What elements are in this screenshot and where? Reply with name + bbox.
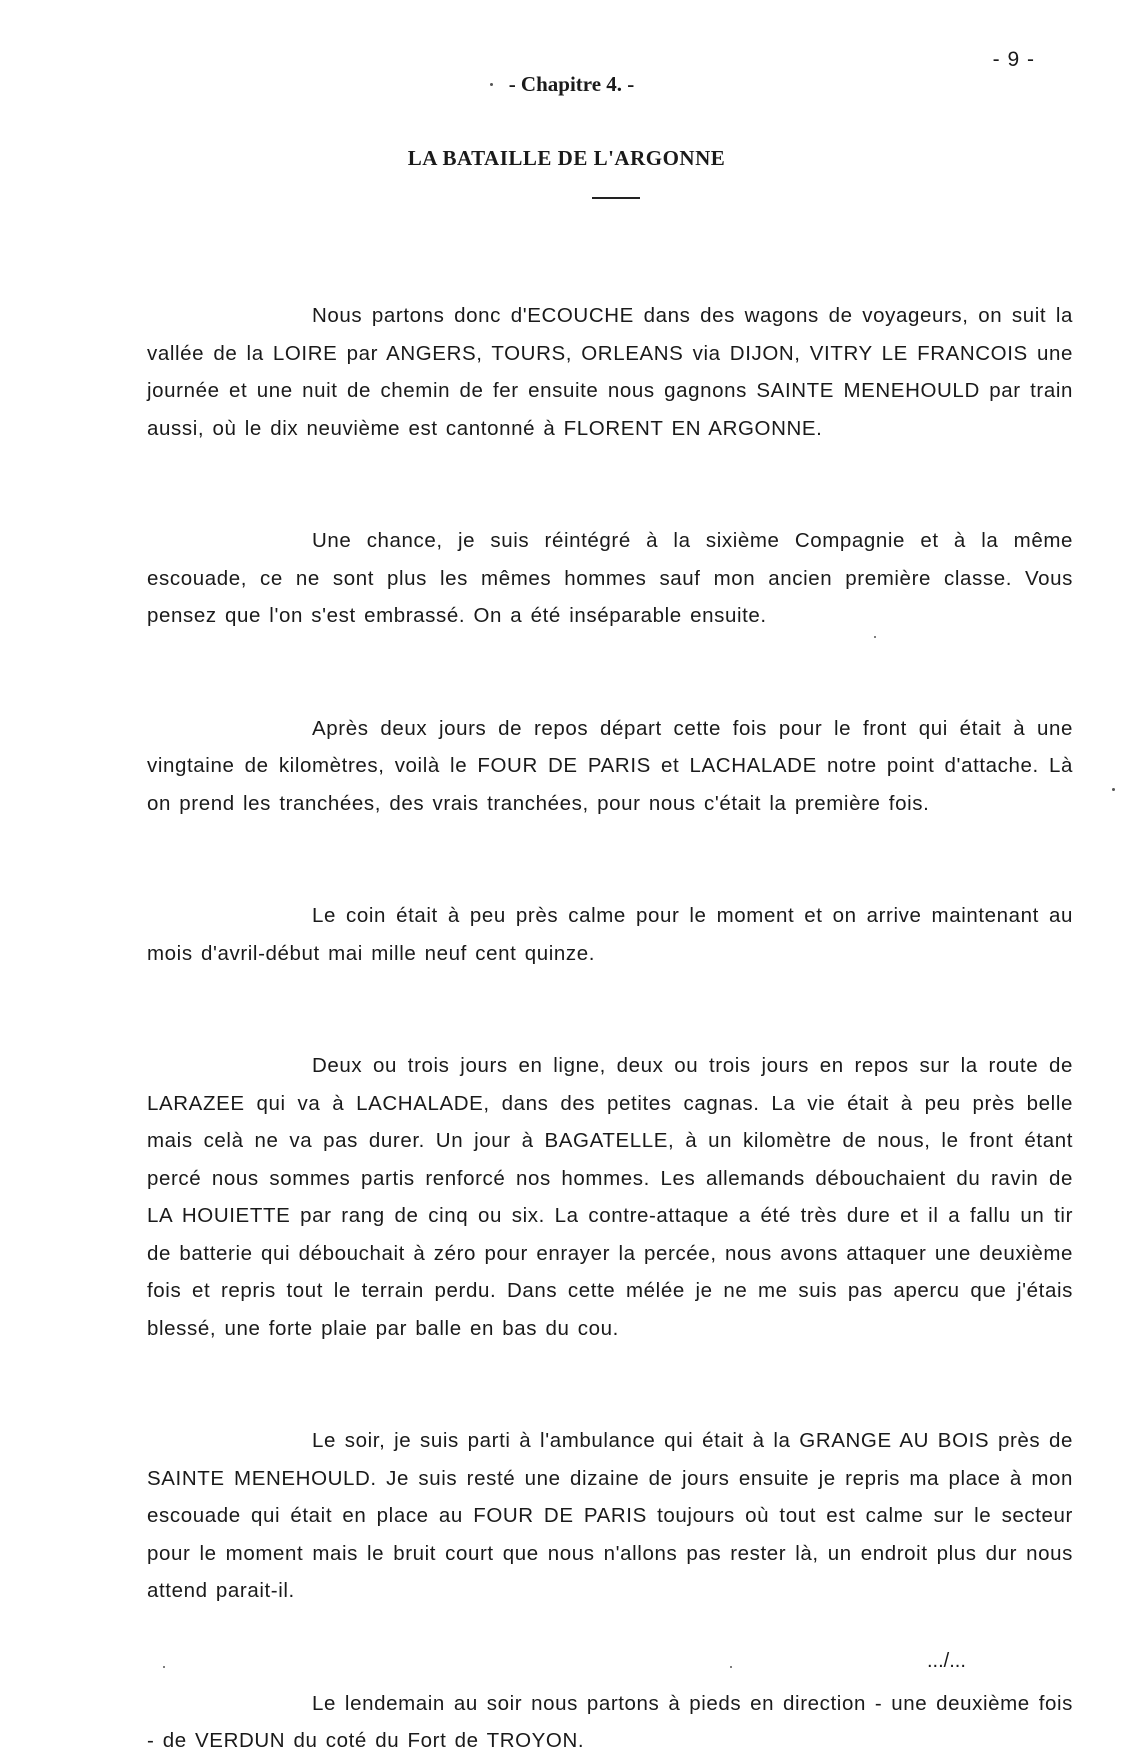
page-number: - 9 - [992, 48, 1035, 71]
paragraph: Le coin était à peu près calme pour le moment et on arrive maintenant au mois d'avril-début mai mille neuf cent quinze. [147, 904, 1073, 965]
scan-speck [874, 636, 876, 638]
paragraph: Nous partons donc d'ECOUCHE dans des wagons de voyageurs, on suit la vallée de la LOIRE par ANGERS, TOURS, ORLEANS via DIJON, VITRY LE FRANCOIS une journée et une nuit de chemin de fer ensuite nous gagnons SAINTE MENEHOULD par train aussi, où le dix neuvième est cantonné à FLORENT EN ARGONNE. [147, 304, 1073, 440]
chapter-heading: - Chapitre 4. - [508, 72, 635, 96]
paragraph: Une chance, je suis réintégré à la sixième Compagnie et à la même escouade, ce ne sont plus les mêmes hommes sauf mon ancien première classe. Vous pensez que l'on s'est embrassé. On a été inséparable ensuite. [147, 529, 1073, 627]
paragraph: Le lendemain au soir nous partons à pieds en direction - une deuxième fois - de VERDUN du coté du Fort de TROYON. [147, 1691, 1073, 1752]
scan-speck [163, 1666, 165, 1668]
scan-speck [1112, 788, 1115, 791]
chapter-title: LA BATAILLE DE L'ARGONNE [407, 146, 726, 170]
continuation-mark: .../... [927, 1650, 966, 1672]
body-text [147, 297, 1073, 1760]
paragraph: Le soir, je suis parti à l'ambulance qui était à la GRANGE AU BOIS près de SAINTE MENEHOULD. Je suis resté une dizaine de jours ensuite je repris ma place à mon escouade qui était en place au FOUR DE PARIS toujours où tout est calme sur le secteur pour le moment mais le bruit court que nous n'allons pas rester là, un endroit plus dur nous attend parait-il. [147, 1429, 1073, 1602]
scan-speck [490, 83, 493, 86]
scan-speck [730, 1666, 732, 1668]
paragraph: Deux ou trois jours en ligne, deux ou trois jours en repos sur la route de LARAZEE qui va à LACHALADE, dans des petites cagnas. La vie était à peu près belle mais celà ne va pas durer. Un jour à BAGATELLE, à un kilomètre de nous, le front étant percé nous sommes partis renforcé nos hommes. Les allemands débouchaient du ravin de LA HOUIETTE par rang de cinq ou six. La contre-attaque a été très dure et il a fallu un tir de batterie qui débouchait à zéro pour enrayer la percée, nous avons attaquer une deuxième fois et repris tout le terrain perdu. Dans cette mélée je ne me suis pas apercu que j'étais blessé, une forte plaie par balle en bas du cou. [147, 1054, 1073, 1340]
paragraph: Après deux jours de repos départ cette fois pour le front qui était à une vingtaine de kilomètres, voilà le FOUR DE PARIS et LACHALADE notre point d'attache. Là on prend les tranchées, des vrais tranchées, pour nous c'était la première fois. [147, 716, 1073, 815]
title-underline [592, 197, 640, 199]
